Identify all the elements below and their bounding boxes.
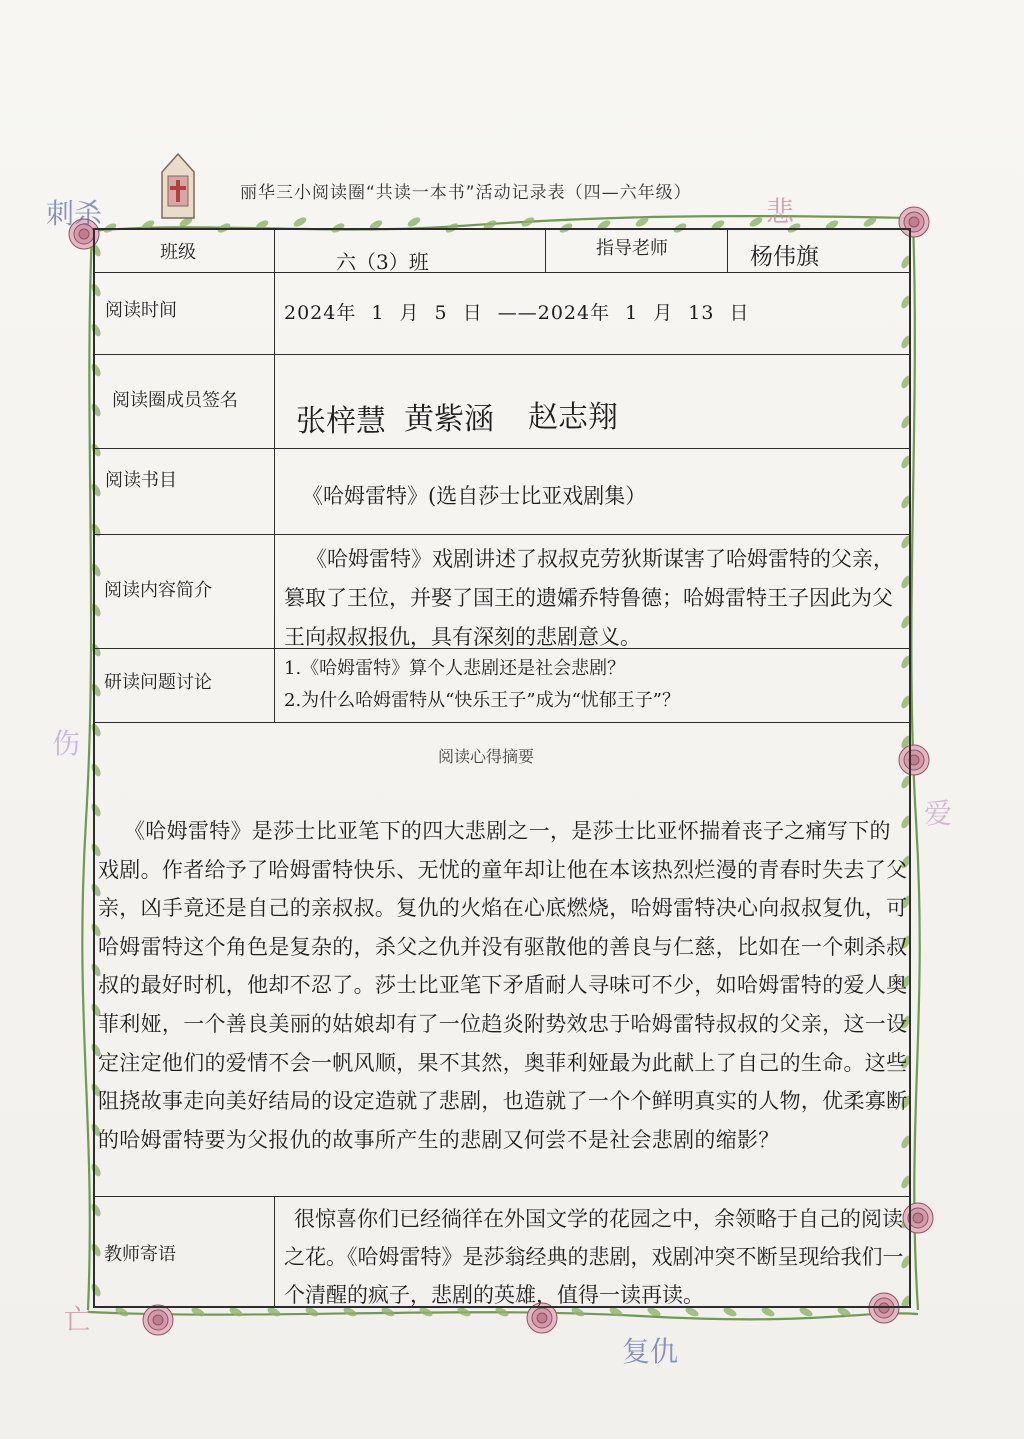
essay-value: 《哈姆雷特》是莎士比亚笔下的四大悲剧之一，是莎士比亚怀揣着丧子之痛写下的戏剧。作者给予了哈姆雷特快乐、无忧的童年却让他在本该热烈烂漫的青春时失去了父亲，凶手竟还是自己的亲叔叔。复仇的火焰在心底燃烧，哈姆雷特决心向叔叔复仇，可哈姆雷特这个角色是复杂的，杀父之仇并没有驱散他的善良与仁慈，比如在一个刺杀叔叔的最好时机，他却不忍了。莎士比亚笔下矛盾耐人寻味可不少，如哈姆雷特的爱人奥菲利娅，一个善良美丽的姑娘却有了一位趋炎附势效忠于哈姆雷特叔叔的父亲，这一设定注定他们的爱情不会一帆风顺，果不其然，奥菲利娅最为此献上了自己的生命。这些阻挠故事走向美好结局的设定造就了悲剧，也造就了一个个鲜明真实的人物，优柔寡断的哈姆雷特要为父报仇的故事所产生的悲剧又何尝不是社会悲剧的缩影？ [98, 819, 908, 1152]
column-divider [727, 228, 728, 272]
member-1-signature: 张梓慧 [296, 404, 386, 439]
deco-word-left-mid: 伤 [52, 727, 81, 760]
row-divider [93, 354, 911, 355]
essay-label: 阅读心得摘要 [438, 747, 535, 766]
member-3-signature: 赵志翔 [528, 400, 618, 435]
deco-word-right-mid: 爱 [924, 797, 953, 830]
summary-value: 《哈姆雷特》戏剧讲述了叔叔克劳狄斯谋害了哈姆雷特的父亲，篡取了王位，并娶了国王的遗孀乔特鲁德；哈姆雷特王子因此为父王向叔叔报仇，具有深刻的悲剧意义。 [284, 547, 894, 649]
member-2-signature: 黄紫涵 [404, 402, 494, 437]
book-label: 阅读书目 [105, 470, 177, 491]
deco-word-top-right: 悲 [766, 195, 795, 228]
discussion-label: 研读问题讨论 [104, 672, 212, 693]
church-icon [158, 152, 198, 222]
column-divider [545, 228, 546, 272]
rose-decoration [143, 1305, 173, 1335]
teacher-value: 杨伟旗 [750, 244, 819, 270]
deco-word-top-left: 刺杀 [46, 197, 103, 230]
question-1: 1.《哈姆雷特》算个人悲剧还是社会悲剧？ [284, 658, 626, 679]
row-divider [93, 722, 911, 723]
teacher-label: 指导老师 [596, 238, 668, 259]
row-divider [93, 272, 911, 273]
deco-word-bottom-center: 复仇 [622, 1335, 679, 1368]
teacher-comment-label: 教师寄语 [104, 1244, 176, 1265]
class-label: 班级 [160, 242, 196, 263]
row-divider [93, 448, 911, 449]
teacher-comment-value: 很惊喜你们已经徜徉在外国文学的花园之中，余领略于自己的阅读之花。《哈姆雷特》是莎翁经典的悲剧，戏剧冲突不断呈现给我们一个清醒的疯子，悲剧的英雄，值得一读再读。 [284, 1207, 904, 1307]
time-value: 2024年 1 月 5 日 ——2024年 1 月 13 日 [284, 302, 750, 324]
column-divider [274, 1196, 275, 1308]
row-divider [93, 534, 911, 535]
book-value: 《哈姆雷特》(选自莎士比亚戏剧集） [302, 484, 647, 508]
leaf-decoration [748, 215, 764, 228]
column-divider [274, 228, 275, 722]
class-value: 六（3）班 [336, 250, 429, 274]
deco-word-bottom-left: 亡 [64, 1303, 93, 1336]
members-label: 阅读圈成员签名 [112, 390, 238, 411]
row-divider [93, 1196, 911, 1197]
page-title: 丽华三小阅读圈“共读一本书”活动记录表（四—六年级） [240, 183, 692, 203]
question-2: 2.为什么哈姆雷特从“快乐王子”成为“忧郁王子”？ [284, 690, 680, 711]
leaf-decoration [292, 215, 308, 228]
time-label: 阅读时间 [105, 300, 177, 321]
leaf-decoration [406, 215, 422, 228]
summary-label: 阅读内容简介 [104, 580, 212, 601]
